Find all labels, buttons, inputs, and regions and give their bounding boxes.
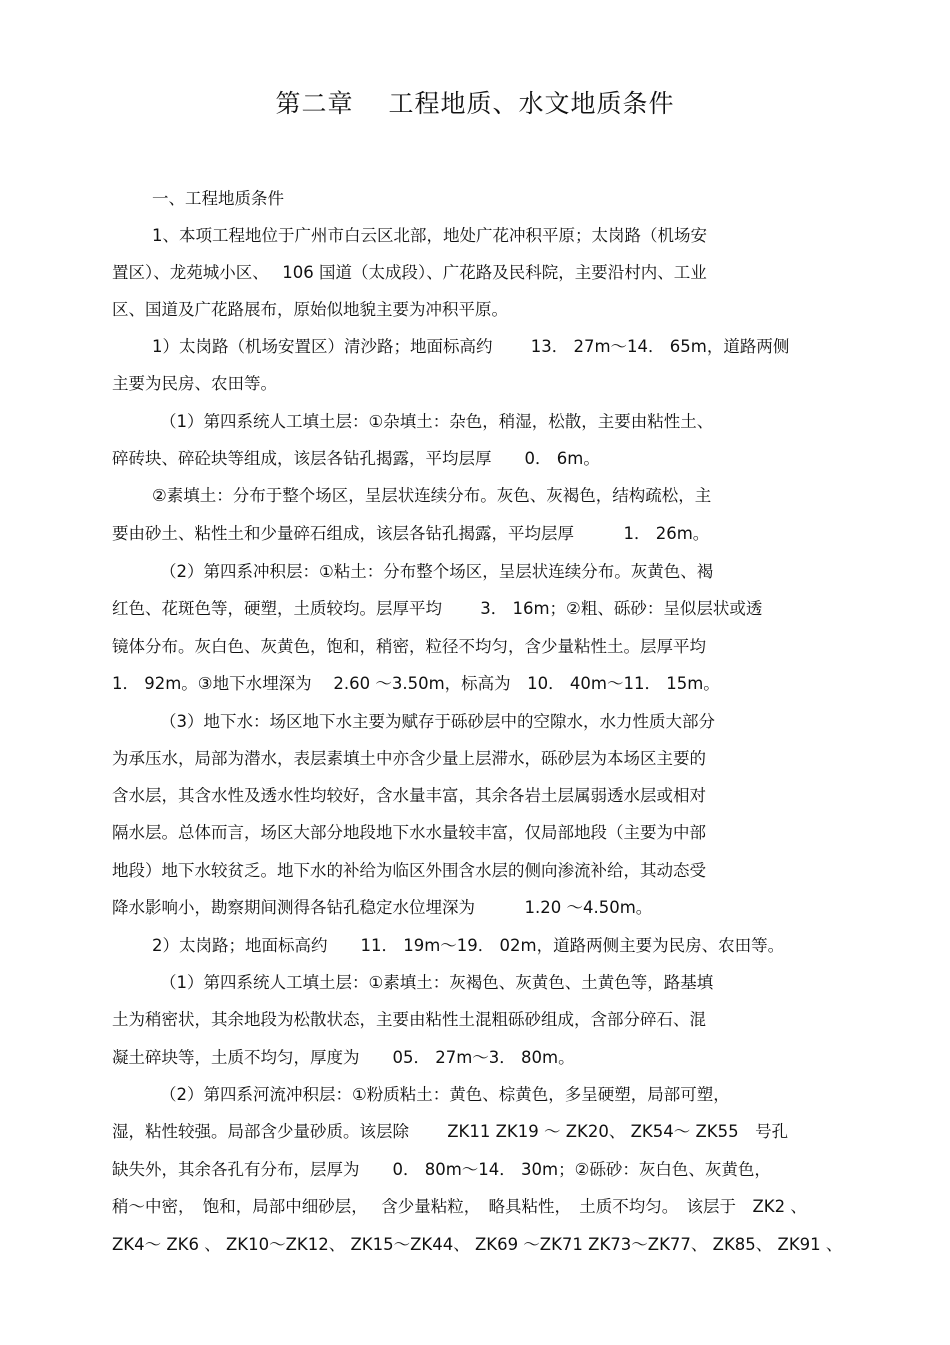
paragraph-line: （3）地下水：场区地下水主要为赋存于砾砂层中的空隙水，水力性质大部分 (160, 712, 715, 731)
paragraph-line: 凝土碎块等，土质不均匀，厚度为 05． 27m～3． 80m。 (112, 1048, 575, 1067)
paragraph-line: 稍～中密， 饱和，局部中细砂层， 含少量粘粒， 略具粘性， 土质不均匀。 该层于 ZK2 、 (112, 1197, 807, 1216)
paragraph-line: 1． 92m。③地下水埋深为 2.60 ～3.50m，标高为 10． 40m～11． 15m。 (112, 674, 720, 693)
paragraph-line: 2）太岗路；地面标高约 11． 19m～19． 02m，道路两侧主要为民房、农田等。 (152, 936, 785, 955)
paragraph-line: 1）太岗路（机场安置区）清沙路；地面标高约 13． 27m～14． 65m，道路两侧 (152, 337, 790, 356)
paragraph-line: 镜体分布。灰白色、灰黄色，饱和，稍密，粒径不均匀，含少量粘性土。层厚平均 (112, 637, 706, 656)
paragraph-line: ZK4～ ZK6 、 ZK10～ZK12、 ZK15～ZK44、 ZK69 ～ZK71 ZK73～ZK77、 ZK85、 ZK91 、 (112, 1235, 843, 1254)
paragraph-line: 为承压水，局部为潜水，表层素填土中亦含少量上层滞水，砾砂层为本场区主要的 (112, 749, 706, 768)
paragraph-line: 红色、花斑色等，硬塑，土质较均。层厚平均 3． 16m；②粗、砾砂：呈似层状或透 (112, 599, 763, 618)
page-title: 第二章 工程地质、水文地质条件 (275, 89, 675, 118)
paragraph-line: 含水层，其含水性及透水性均较好，含水量丰富，其余各岩土层属弱透水层或相对 (112, 786, 706, 805)
paragraph-line: 降水影响小，勘察期间测得各钻孔稳定水位埋深为 1.20 ～4.50m。 (112, 898, 653, 917)
paragraph-line: 土为稍密状，其余地段为松散状态，主要由粘性土混粗砾砂组成，含部分碎石、混 (112, 1010, 706, 1029)
paragraph-line: 1、本项工程地位于广州市白云区北部，地处广花冲积平原；太岗路（机场安 (152, 226, 707, 245)
paragraph-line: （2）第四系冲积层：①粘土：分布整个场区，呈层状连续分布。灰黄色、褐 (160, 562, 714, 581)
paragraph-line: 区、国道及广花路展布，原始似地貌主要为冲积平原。 (112, 300, 508, 319)
paragraph-line: 主要为民房、农田等。 (112, 374, 277, 393)
paragraph-line: 地段）地下水较贫乏。地下水的补给为临区外围含水层的侧向渗流补给，其动态受 (112, 861, 706, 880)
paragraph-line: 碎砖块、碎砼块等组成，该层各钻孔揭露，平均层厚 0． 6m。 (112, 449, 600, 468)
paragraph-line: 隔水层。总体而言，场区大部分地段地下水水量较丰富，仅局部地段（主要为中部 (112, 823, 706, 842)
paragraph-line: 置区）、龙苑城小区、 106 国道（太成段）、广花路及民科院，主要沿村内、工业 (112, 263, 707, 282)
paragraph-line: （1）第四系统人工填土层：①杂填土：杂色，稍湿，松散，主要由粘性土、 (160, 412, 714, 431)
paragraph-line: 缺失外，其余各孔有分布，层厚为 0． 80m～14． 30m；②砾砂：灰白色、灰黄色， (112, 1160, 771, 1179)
paragraph-line: （1）第四系统人工填土层：①素填土：灰褐色、灰黄色、土黄色等，路基填 (160, 973, 714, 992)
paragraph-line: ②素填土：分布于整个场区，呈层状连续分布。灰色、灰褐色，结构疏松，主 (152, 486, 712, 505)
section-heading: 一、工程地质条件 (152, 189, 284, 208)
paragraph-line: 湿，粘性较强。局部含少量砂质。该层除 ZK11 ZK19 ～ ZK20、 ZK54～ ZK55 号孔 (112, 1122, 789, 1141)
paragraph-line: （2）第四系河流冲积层：①粉质粘土：黄色、棕黄色，多呈硬塑，局部可塑， (160, 1085, 730, 1104)
paragraph-line: 要由砂土、粘性土和少量碎石组成，该层各钻孔揭露，平均层厚 1． 26m。 (112, 524, 710, 543)
